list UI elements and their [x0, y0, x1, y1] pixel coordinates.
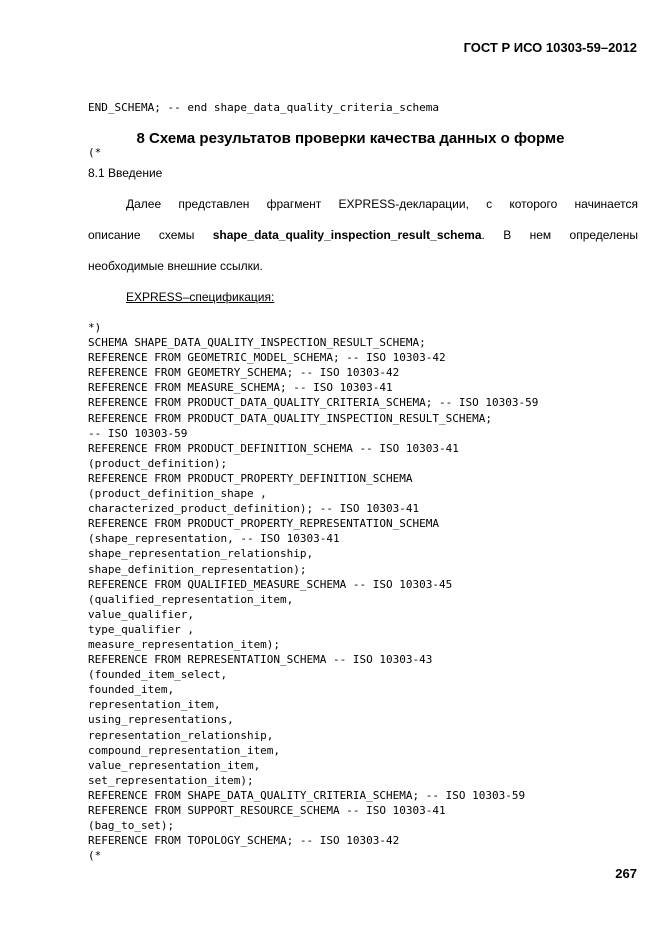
intro-text: описание схемы	[88, 228, 213, 242]
code-line: (shape_representation, -- ISO 10303-41	[88, 532, 340, 546]
code-line: REFERENCE FROM PRODUCT_PROPERTY_DEFINITION_SCHEMA	[88, 471, 413, 485]
code-line: type_qualifier ,	[88, 622, 194, 636]
code-line: value_qualifier,	[88, 607, 194, 621]
code-line: shape_representation_relationship,	[88, 547, 314, 561]
code-line: *)	[88, 321, 102, 334]
code-line: REFERENCE FROM PRODUCT_PROPERTY_REPRESENTATION_SCHEMA	[88, 517, 439, 531]
code-line: (bag_to_set);	[88, 819, 175, 833]
code-line: (*	[88, 146, 102, 160]
code-line: characterized_product_definition); -- ISO 10303-41	[88, 502, 420, 516]
code-line: compound_representation_item,	[88, 743, 281, 757]
page-number: 267	[615, 866, 637, 881]
code-line: representation_item,	[88, 698, 221, 712]
code-line: REFERENCE FROM QUALIFIED_MEASURE_SCHEMA -- ISO 10303-45	[88, 577, 453, 591]
code-line: measure_representation_item);	[88, 637, 281, 651]
code-line: -- ISO 10303-59	[88, 426, 188, 440]
subsection-title: 8.1 Введение	[88, 166, 163, 180]
code-line: (founded_item_select,	[88, 668, 228, 682]
code-line: value_representation_item,	[88, 758, 261, 772]
code-line: REFERENCE FROM TOPOLOGY_SCHEMA; -- ISO 10303-42	[88, 834, 400, 848]
schema-name: shape_data_quality_inspection_result_schema	[212, 228, 482, 242]
intro-paragraph-line: Далее представлен фрагмент EXPRESS-декларации, с которого начинается	[126, 197, 638, 211]
express-code-block	[88, 320, 538, 863]
code-line: REFERENCE FROM SUPPORT_RESOURCE_SCHEMA -- ISO 10303-41	[88, 804, 446, 817]
intro-text: . В нем определены	[481, 228, 638, 242]
code-line: REFERENCE FROM PRODUCT_DATA_QUALITY_INSPECTION_RESULT_SCHEMA;	[88, 411, 492, 425]
code-line: REFERENCE FROM GEOMETRIC_MODEL_SCHEMA; -- ISO 10303-42	[88, 351, 446, 365]
section-title: 8 Схема результатов проверки качества данных о форме	[136, 130, 565, 147]
code-line: REFERENCE FROM MEASURE_SCHEMA; -- ISO 10303-41	[88, 381, 393, 395]
code-line: REFERENCE FROM SHAPE_DATA_QUALITY_CRITERIA_SCHEMA; -- ISO 10303-59	[88, 788, 526, 802]
code-line: founded_item,	[88, 683, 175, 697]
code-line: (qualified_representation_item,	[88, 592, 294, 606]
code-line: REFERENCE FROM GEOMETRY_SCHEMA; -- ISO 10303-42	[88, 366, 400, 380]
code-line: (product_definition);	[88, 456, 228, 470]
code-line: END_SCHEMA; -- end shape_data_quality_criteria_schema	[88, 101, 439, 115]
code-line: shape_definition_representation);	[88, 562, 307, 576]
intro-paragraph-line	[88, 228, 638, 242]
code-line: (*	[88, 849, 102, 863]
code-line: SCHEMA SHAPE_DATA_QUALITY_INSPECTION_RESULT_SCHEMA;	[88, 336, 426, 350]
code-line: representation_relationship,	[88, 728, 274, 742]
code-line: REFERENCE FROM REPRESENTATION_SCHEMA -- ISO 10303-43	[88, 653, 433, 667]
standard-header: ГОСТ Р ИСО 10303-59–2012	[463, 40, 637, 55]
code-line: (product_definition_shape ,	[88, 487, 267, 501]
code-line: set_representation_item);	[88, 773, 254, 787]
express-spec-label: EXPRESS–спецификация:	[126, 290, 275, 304]
intro-paragraph-line: необходимые внешние ссылки.	[88, 259, 263, 273]
code-line: REFERENCE FROM PRODUCT_DEFINITION_SCHEMA -- ISO 10303-41	[88, 441, 459, 455]
code-line: REFERENCE FROM PRODUCT_DATA_QUALITY_CRITERIA_SCHEMA; -- ISO 10303-59	[88, 396, 539, 410]
code-line: using_representations,	[88, 713, 234, 727]
